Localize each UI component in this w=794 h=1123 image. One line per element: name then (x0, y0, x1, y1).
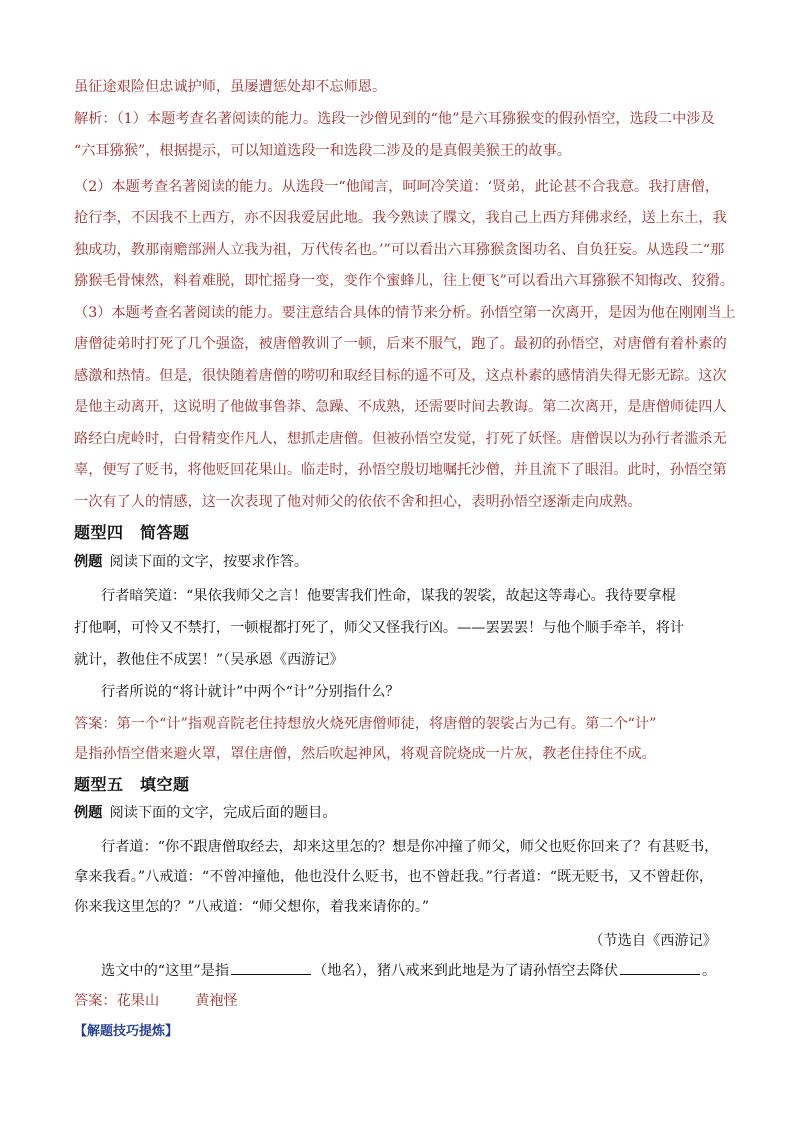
passage-line: 拿来我看。”八戒道：“不曾冲撞他，他也没什么贬书，也不曾赶我。”行者道：“既无贬书，又不曾赶你， (74, 869, 714, 885)
answer-blank[interactable] (620, 960, 700, 975)
answer-blank[interactable] (231, 960, 311, 975)
fill-blank-question: 选文中的“这里”是指 （地名），猪八戒来到此地是为了请孙悟空去降伏 。 (101, 960, 761, 981)
tips-heading: 【解题技巧提炼】 (74, 1024, 179, 1039)
passage-line: 你来我这里怎的？”八戒道：“师父想你，着我来请你的。” (74, 899, 430, 915)
section-heading: 题型五 填空题 (74, 775, 190, 794)
analysis-line: 独成功，教那南赡部洲人立我为祖，万代传名也。’”可以看出六耳猕猴贪图功名、自负狂妄。从选段二“那 (74, 242, 725, 258)
question-line: 行者所说的“将计就计”中两个“计”分别指什么？ (101, 684, 400, 700)
analysis-line: （2）本题考查名著阅读的能力。从选段一“他闻言，呵呵冷笑道：‘贤弟，此论甚不合我意。我打唐僧， (74, 179, 720, 195)
passage-line: 行者暗笑道：“果依我师父之言！他要害我们性命，谋我的袈裟，故起这等毒心。我待要拿棍 (101, 588, 676, 604)
example-label: 例题 (74, 554, 103, 570)
analysis-line: （3）本题考查名著阅读的能力。要注意结合具体的情节来分析。孙悟空第一次离开，是因为他在刚刚当上 (74, 305, 736, 321)
analysis-line: 辜，便写了贬书，将他贬回花果山。临走时，孙悟空殷切地嘱托沙僧，并且流下了眼泪。此时，孙悟空第 (74, 462, 727, 478)
analysis-line: 路经白虎岭时，白骨精变作凡人，想抓走唐僧。但被孙悟空发觉，打死了妖怪。唐僧误以为孙行者滥杀无 (74, 431, 727, 447)
example-line: 例题 阅读下面的文字，完成后面的题目。 (74, 805, 337, 821)
analysis-line: 唐僧徒弟时打死了几个强盗，被唐僧教训了一顿，后来不服气，跑了。最初的孙悟空，对唐僧有着朴素的 (74, 336, 727, 352)
answer-line: 答案：花果山 黄袍怪 (74, 993, 238, 1009)
passage-line: 打他啊，可怜又不禁打，一顿棍都打死了，师父又怪我行凶。——罢罢罢！与他个顺手牵羊，将计 (74, 620, 685, 636)
section-heading: 题型四 简答题 (74, 523, 190, 542)
answer-line: 答案：第一个“计”指观音院老住持想放火烧死唐僧师徒，将唐僧的袈裟占为己有。第二个“计” (74, 716, 657, 732)
example-label: 例题 (74, 805, 103, 821)
analysis-line: 解析：（1）本题考查名著阅读的能力。选段一沙僧见到的“他”是六耳猕猴变的假孙悟空，选段二中涉及 (74, 111, 715, 127)
source-citation: （节选自《西游记》 (589, 933, 717, 949)
analysis-line: 感激和热情。但是，很快随着唐僧的唠叨和取经目标的遥不可及，这点朴素的感情消失得无影无踪。这次 (74, 368, 727, 384)
example-line: 例题 阅读下面的文字，按要求作答。 (74, 554, 309, 570)
analysis-line: 抢行李，不因我不上西方，亦不因我爱居此地。我今熟读了牒文，我自己上西方拜佛求经，送上东土，我 (74, 210, 727, 226)
answer-line: 虽征途艰险但忠诚护师，虽屡遭惩处却不忘师恩。 (74, 79, 387, 95)
passage-line: 行者道：“你不跟唐僧取经去，却来这里怎的？想是你冲撞了师父，师父也贬你回来了？有甚贬书， (101, 839, 719, 855)
analysis-line: 是他主动离开，这说明了他做事鲁莽、急躁、不成熟，还需要时间去教诲。第二次离开，是唐僧师徒四人 (74, 399, 727, 415)
passage-line: 就计，教他住不成罢！”（吴承恩《西游记》 (74, 652, 344, 668)
answer-line: 是指孙悟空借来避火罩，罩住唐僧，然后吹起神风，将观音院烧成一片灰，教老住持住不成。 (74, 746, 656, 762)
analysis-line: 猕猴毛骨悚然，料着难脱，即忙摇身一变，变作个蜜蜂儿，往上便飞”可以看出六耳猕猴不知悔改、狡猾。 (74, 273, 734, 289)
analysis-line: 一次有了人的情感，这一次表现了他对师父的依依不舍和担心，表明孙悟空逐渐走向成熟。 (74, 494, 642, 510)
analysis-label: 解析： (74, 111, 117, 127)
analysis-line: “六耳猕猴”，根据提示，可以知道选段一和选段二涉及的是真假美猴王的故事。 (74, 143, 571, 159)
